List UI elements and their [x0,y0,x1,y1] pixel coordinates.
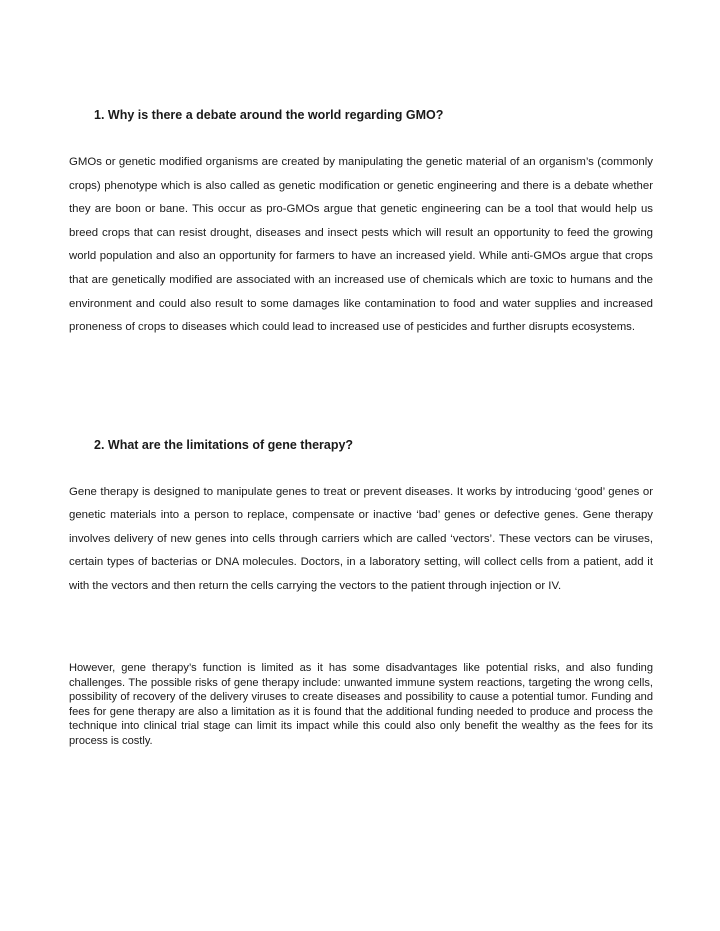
question-2-heading: 2. What are the limitations of gene therapy? [94,438,354,452]
question-2-limitations-paragraph: However, gene therapy’s function is limited as it has some disadvantages like potential risks, and also funding challenges. The possible risks of gene therapy include: unwanted immune system reactions, targeting the wrong cells, possibility of recovery of the delivery viruses to create diseases and possibility to cause a potential tumor. Funding and fees for gene therapy are also a limitation as it is found that the additional funding needed to produce and process the technique into clinical trial stage can limit its impact while this could also only benefit the wealthy as the fees for its process is costly. [69,662,653,747]
question-1-heading: 1. Why is there a debate around the world regarding GMO? [94,108,444,122]
question-2-answer-paragraph: Gene therapy is designed to manipulate genes to treat or prevent diseases. It works by introducing ‘good’ genes or genetic materials into a person to replace, compensate or inactive ‘bad’ genes or defective genes. Gene therapy involves delivery of new genes into cells through carriers which are called ‘vectors’. These vectors can be viruses, certain types of bacterias or DNA molecules. Doctors, in a laboratory setting, will collect cells from a patient, add it with the vectors and then return the cells carrying the vectors to the patient through injection or IV. [69,486,653,592]
question-1-answer-paragraph: GMOs or genetic modified organisms are created by manipulating the genetic material of an organism’s (commonly crops) phenotype which is also called as genetic modification or genetic engineering and there is a debate whether they are boon or bane. This occur as pro-GMOs argue that genetic engineering can be a tool that would help us breed crops that can resist drought, diseases and insect pests which will result an opportunity to feed the growing world population and also an opportunity for farmers to have an increased yield. While anti-GMOs argue that crops that are genetically modified are associated with an increased use of chemicals which are toxic to humans and the environment and could also result to some damages like contamination to food and water supplies and increased proneness of crops to diseases which could lead to increased use of pesticides and further disrupts ecosystems. [69,156,653,334]
